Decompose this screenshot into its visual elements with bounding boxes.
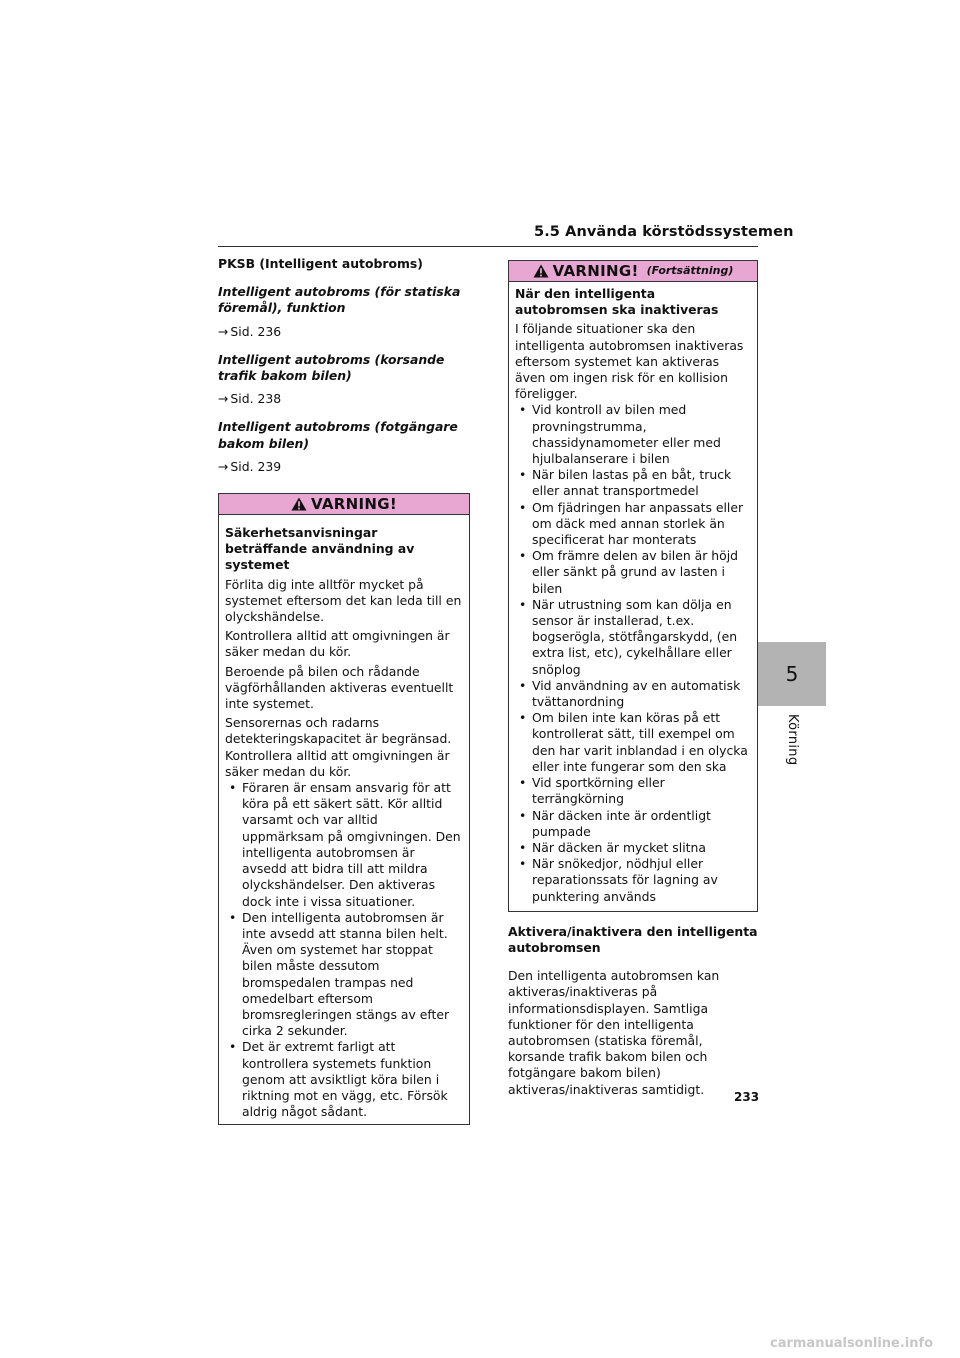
warning-heading: Säkerhetsanvisningar beträffande användning av systemet xyxy=(225,525,415,573)
list-item: • Vid sportkörning eller terrängkörning xyxy=(515,775,751,807)
warning-heading: När den intelligenta autobromsen ska inaktiveras xyxy=(515,286,719,318)
list-item: • När bilen lastas på en båt, truck eller annat transportmedel xyxy=(515,467,751,499)
list-item: • Föraren är ensam ansvarig för att köra på ett säkert sätt. Kör alltid varsamt och var alltid uppmärksam på omgivningen. Den intelligenta autobromsen är avsedd att bidra till att mildra olyckshändelser. Den aktiveras dock inte i vissa situationer. xyxy=(225,780,463,910)
warning-body xyxy=(219,515,469,1124)
warning-paragraph: Förlita dig inte alltför mycket på systemet eftersom det kan leda till en olyckshändelse. xyxy=(225,576,462,625)
page-reference[interactable] xyxy=(218,459,470,475)
list-item: • Vid kontroll av bilen med provningstrumma, chassidynamometer eller med hjulbalanserare i bilen xyxy=(515,402,751,467)
section-title-static: Intelligent autobroms (för statiska föremål), funktion xyxy=(218,284,461,316)
warning-intro: I följande situationer ska den intelligenta autobromsen inaktiveras eftersom systemet kan aktiveras även om ingen risk för en kollision föreligger. xyxy=(515,321,744,402)
warning-header xyxy=(509,261,757,282)
warning-subtitle: (Fortsättning) xyxy=(646,263,734,277)
page-number: 233 xyxy=(734,1090,760,1104)
warning-paragraph: Beroende på bilen och rådande vägförhållanden aktiveras eventuellt inte systemet. xyxy=(225,663,454,712)
chapter-label: Körning xyxy=(785,714,800,766)
page-reference[interactable] xyxy=(218,324,470,340)
watermark: carmanualsonline.info xyxy=(770,1336,934,1351)
left-column xyxy=(218,256,470,1125)
header-divider xyxy=(218,246,758,247)
warning-triangle-icon xyxy=(291,497,307,511)
warning-box xyxy=(218,493,470,1125)
page-reference-label: Sid. 238 xyxy=(230,391,282,407)
arrow-right-icon: → xyxy=(218,391,229,407)
warning-title: VARNING! xyxy=(311,494,397,513)
arrow-right-icon: → xyxy=(218,458,229,474)
list-item: • När däcken är mycket slitna xyxy=(515,840,751,856)
warning-paragraph: Kontrollera alltid att omgivningen är säker medan du kör. xyxy=(225,628,450,660)
list-item: • Om främre delen av bilen är höjd eller sänkt på grund av lasten i bilen xyxy=(515,548,751,597)
section-title-cross-traffic: Intelligent autobroms (korsande trafik bakom bilen) xyxy=(218,351,445,384)
warning-title: VARNING! xyxy=(552,261,639,280)
section-header-title: 5.5 Använda körstödssystemen xyxy=(534,224,794,240)
arrow-right-icon: → xyxy=(218,323,229,339)
chapter-tab[interactable] xyxy=(758,642,826,706)
chapter-number: 5 xyxy=(785,662,799,686)
warning-bullet-list xyxy=(225,780,463,1120)
page-reference-label: Sid. 239 xyxy=(230,458,282,474)
list-item: • Det är extremt farligt att kontrollera systemets funktion genom att avsiktligt köra bilen i riktning mot en vägg, etc. Försök aldrig något sådant. xyxy=(225,1039,463,1120)
list-item: • Vid användning av en automatisk tvättanordning xyxy=(515,678,751,710)
activate-section-text: Den intelligenta autobromsen kan aktiveras/inaktiveras på informationsdisplayen. Samtliga funktioner för den intelligenta autobromsen (statiska föremål, korsande trafik bakom bilen och fotgängare bakom bilen) aktiveras/inaktiveras samtidigt. xyxy=(508,968,720,1097)
list-item: • När snökedjor, nödhjul eller reparationssats för lagning av punktering används xyxy=(515,856,751,905)
warning-box-continued xyxy=(508,260,758,912)
pksb-heading: PKSB (Intelligent autobroms) xyxy=(218,256,423,271)
right-column xyxy=(508,260,758,1098)
list-item: • Om fjädringen har anpassats eller om däck med annan storlek än specificerat har monterats xyxy=(515,500,751,549)
warning-body xyxy=(509,282,757,911)
list-item: • När utrustning som kan dölja en sensor är installerad, t.ex. bogserögla, stötfångarskydd, (en extra list, etc), cykelhållare eller snöplog xyxy=(515,597,751,678)
section-title-pedestrian: Intelligent autobroms (fotgängare bakom bilen) xyxy=(218,419,458,451)
list-item: • När däcken inte är ordentligt pumpade xyxy=(515,808,751,840)
warning-paragraph: Sensorernas och radarns detekteringskapacitet är begränsad. Kontrollera alltid att omgivningen är säker medan du kör. xyxy=(225,715,452,779)
warning-header xyxy=(219,494,469,515)
warning-bullet-list xyxy=(515,402,751,904)
activate-section-heading: Aktivera/inaktivera den intelligenta autobromsen xyxy=(508,923,758,955)
list-item: • Om bilen inte kan köras på ett kontrollerat sätt, till exempel om den har varit inblandad i en olycka eller inte fungerar som den ska xyxy=(515,710,751,775)
warning-triangle-icon xyxy=(533,264,549,278)
page-reference[interactable] xyxy=(218,391,470,407)
page-reference-label: Sid. 236 xyxy=(230,323,282,339)
list-item: • Den intelligenta autobromsen är inte avsedd att stanna bilen helt. Även om systemet har stoppat bilen måste dessutom bromspedalen trampas ned omedelbart eftersom bromsregleringen stängs av efter cirka 2 sekunder. xyxy=(225,910,463,1040)
